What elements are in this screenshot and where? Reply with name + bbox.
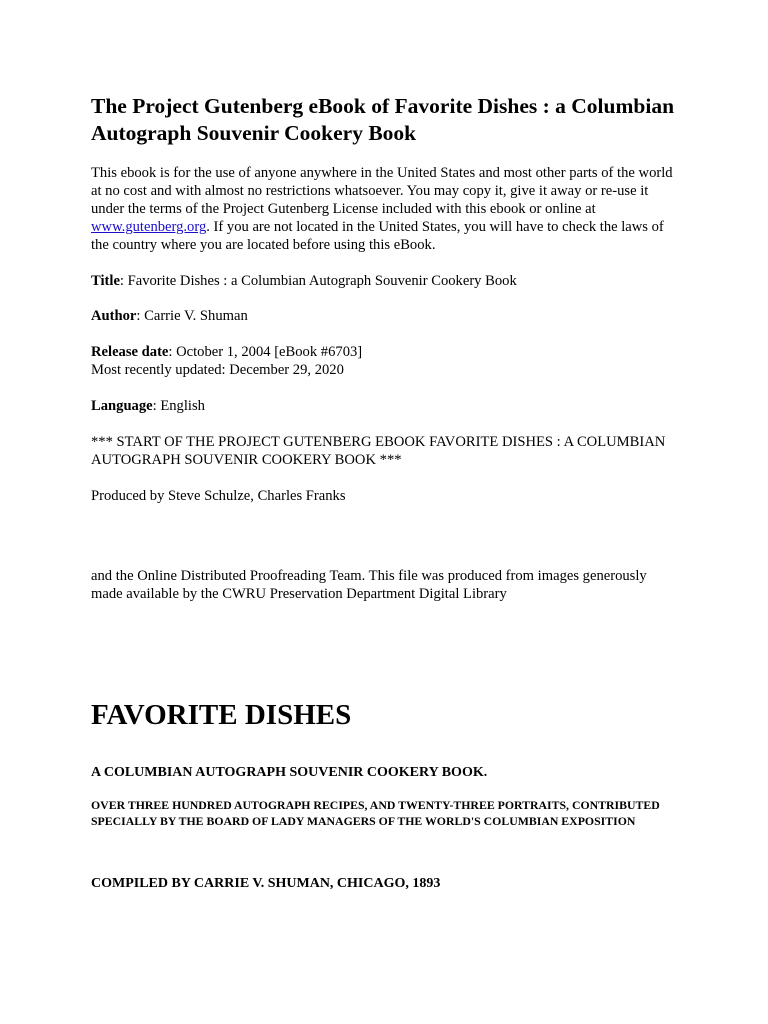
meta-title-value: : Favorite Dishes : a Columbian Autograph Souvenir Cookery Book — [119, 273, 517, 289]
license-intro-paragraph — [91, 164, 681, 254]
meta-release-label: Release date — [91, 344, 169, 360]
meta-author-label: Author — [91, 308, 137, 324]
book-compiled-by: COMPILED BY CARRIE V. SHUMAN, CHICAGO, 1893 — [91, 876, 441, 891]
produced-by: Produced by Steve Schulze, Charles Franks — [91, 488, 346, 504]
meta-language-label: Language — [91, 398, 153, 414]
meta-updated-value: Most recently updated: December 29, 2020 — [91, 362, 344, 378]
meta-author-line — [91, 307, 681, 325]
meta-language-value: : English — [152, 398, 205, 414]
license-intro-text: This ebook is for the use of anyone anywhere in the United States and most other parts of the world at no cost and with almost no restrictions whatsoever. You may copy it, give it away or re-use it under the terms of the Project Gutenberg License included with this ebook or online at — [91, 165, 673, 217]
meta-language-line — [91, 397, 681, 415]
book-main-title: FAVORITE DISHES — [91, 699, 352, 731]
meta-author-value: : Carrie V. Shuman — [136, 308, 248, 324]
meta-title-line — [91, 272, 681, 290]
meta-release-line — [91, 343, 681, 379]
book-subtitle: A COLUMBIAN AUTOGRAPH SOUVENIR COOKERY BOOK. — [91, 765, 488, 780]
meta-release-value: : October 1, 2004 [eBook #6703] — [168, 344, 363, 360]
book-description: OVER THREE HUNDRED AUTOGRAPH RECIPES, AND TWENTY-THREE PORTRAITS, CONTRIBUTED SPECIALLY BY THE BOARD OF LADY MANAGERS OF THE WORLD'S COLUMBIAN EXPOSITION — [91, 798, 660, 828]
gutenberg-link[interactable]: www.gutenberg.org — [91, 219, 207, 235]
meta-title-label: Title — [91, 273, 120, 289]
license-intro-text-continued: . If you are not located in the United States, you will have to check the laws of the country where you are located before using this eBook. — [91, 219, 664, 253]
start-marker: *** START OF THE PROJECT GUTENBERG EBOOK FAVORITE DISHES : A COLUMBIAN AUTOGRAPH SOUVENIR COOKERY BOOK *** — [91, 434, 666, 468]
page-title: The Project Gutenberg eBook of Favorite Dishes : a Columbian Autograph Souvenir Cookery Book — [91, 94, 675, 145]
proofreading-credit: and the Online Distributed Proofreading Team. This file was produced from images generously made available by the CWRU Preservation Department Digital Library — [91, 568, 647, 602]
